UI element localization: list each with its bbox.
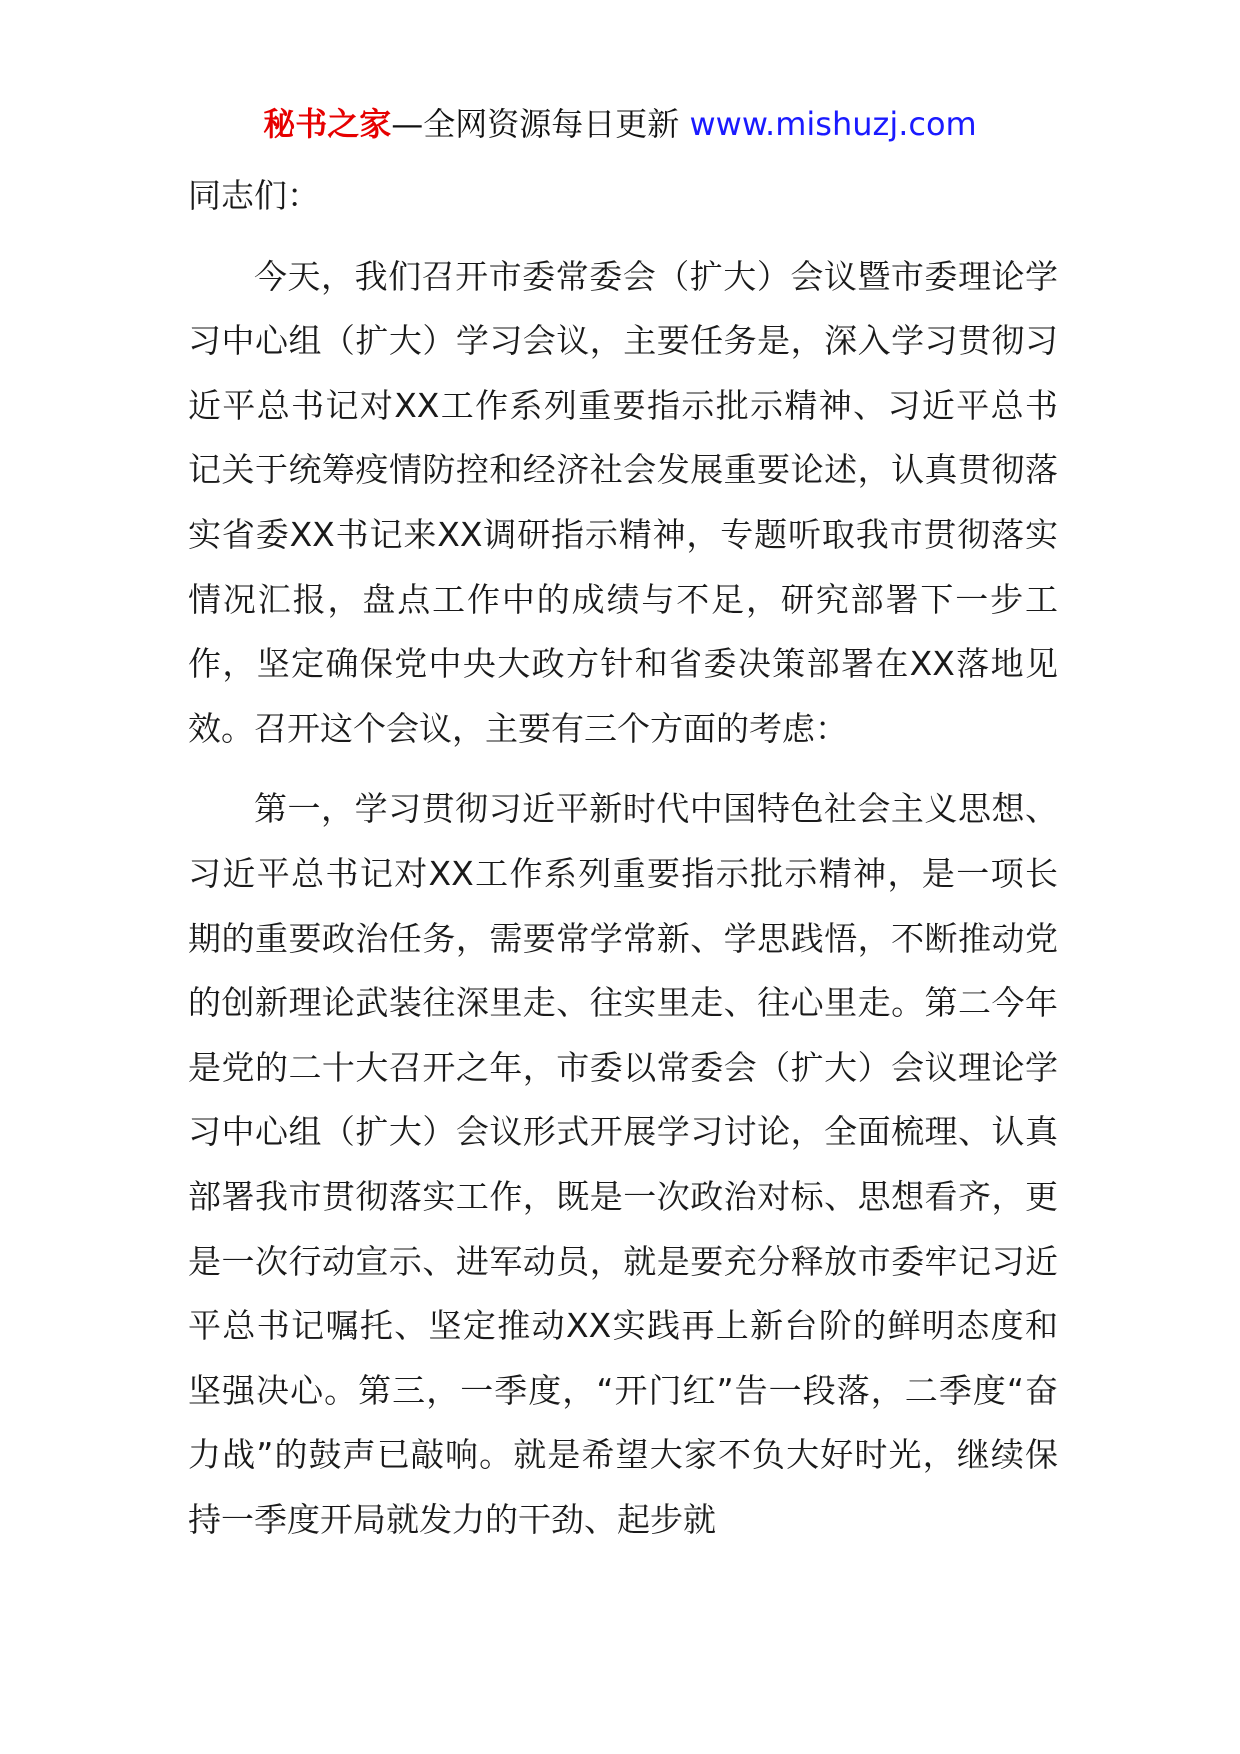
document-body [188,164,1058,1552]
salutation: 同志们： [188,176,320,215]
site-header [0,100,1240,148]
paragraph-considerations: 第一，学习贯彻习近平新时代中国特色社会主义思想、习近平总书记对XX工作系列重要指示批示精神，是一项长期的重要政治任务，需要常学常新、学思践悟，不断推动党的创新理论武装往深里走、往实里走、往心里走。第二今年是党的二十大召开之年，市委以常委会（扩大）会议理论学习中心组（扩大）会议形式开展学习讨论，全面梳理、认真部署我市贯彻落实工作，既是一次政治对标、思想看齐，更是一次行动宣示、进军动员，就是要充分释放市委牢记习近平总书记嘱托、坚定推动XX实践再上新台阶的鲜明态度和坚强决心。第三，一季度，“开门红”告一段落，二季度“奋力战”的鼓声已敲响。就是希望大家不负大好时光，继续保持一季度开局就发力的干劲、起步就 [188,789,1058,1539]
brand-name: 秘书之家 [263,105,392,143]
site-url-link[interactable]: www.mishuzj.com [689,105,977,143]
header-slogan: —全网资源每日更新 [391,105,680,143]
paragraph-intro: 今天，我们召开市委常委会（扩大）会议暨市委理论学习中心组（扩大）学习会议，主要任务是，深入学习贯彻习近平总书记对XX工作系列重要指示批示精神、习近平总书记关于统筹疫情防控和经济社会发展重要论述，认真贯彻落实省委XX书记来XX调研指示精神，专题听取我市贯彻落实情况汇报，盘点工作中的成绩与不足，研究部署下一步工作，坚定确保党中央大政方针和省委决策部署在XX落地见效。召开这个会议，主要有三个方面的考虑： [188,256,1058,748]
